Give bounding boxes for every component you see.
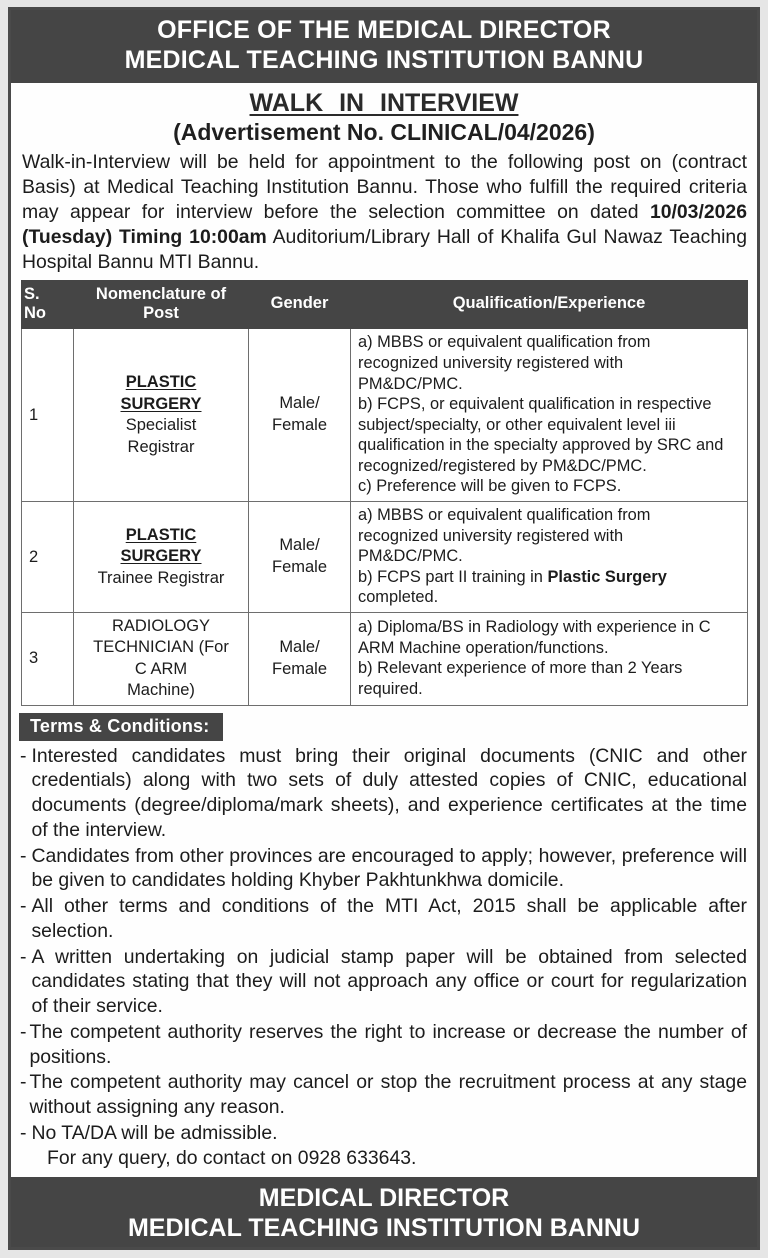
qualification-line: a) Diploma/BS in Radiology with experience in C [358,618,711,637]
gender-line-2: Female [271,416,328,435]
gender-line-1: Male/ [279,536,320,555]
contact-line: For any query, do contact on 0928 633643. [47,1147,417,1170]
bullet-dash-icon: - [20,895,27,918]
posts-table-container [11,275,757,706]
qualification-line: c) Preference will be given to FCPS. [358,477,622,496]
terms-conditions-badge: Terms & Conditions: [19,713,223,741]
qualification-line: recognized/registered by PM&DC/PMC. [358,456,647,475]
bullet-dash-icon: - [20,1020,27,1043]
post-subtitle-line-1: Trainee Registrar [97,568,225,587]
column-header-gender: Gender [249,280,351,329]
qualification-line: ARM Machine operation/functions. [358,638,609,657]
advertisement-number: (Advertisement No. CLINICAL/04/2026) [173,119,595,145]
row-serial-number: 2 [22,502,74,613]
term-text: Candidates from other provinces are encouraged to apply; however, preference will be given to candidates holding Khyber Pakhtunkhwa domicile. [31,844,747,892]
table-row [22,329,748,502]
table-row [22,612,748,705]
footer-line-2: MEDICAL TEACHING INSTITUTION BANNU [127,1213,641,1242]
row-serial-number: 1 [22,329,74,502]
qualification-line: PM&DC/PMC. [358,374,463,393]
row-gender [249,329,351,502]
row-post-name [74,612,249,705]
post-subtitle-line-2: Registrar [127,437,195,456]
masthead-line-1: OFFICE OF THE MEDICAL DIRECTOR [157,16,611,44]
term-item [20,844,747,893]
intro-text-part-1: Walk-in-Interview will be held for appointment to the following post on (contract Basis) at Medical Teaching Institution Bannu. Those who fulfill the required criteria may appear for interview before the selection committee on dated [22,150,747,223]
term-item [20,945,747,1019]
row-gender [249,502,351,613]
serial-header-line-2: No [24,303,46,322]
post-title-line-1: PLASTIC [125,373,197,392]
post-subtitle-line-3: C ARM [134,659,188,678]
bullet-dash-icon: - [20,744,27,767]
column-header-qualification: Qualification/Experience [351,280,748,329]
nomenclature-header-line-1: Nomenclature of [95,284,227,303]
post-subtitle-line-1: RADIOLOGY [111,616,211,635]
advertisement-frame [8,7,760,1250]
qualification-line-b [358,567,741,588]
posts-table-header [22,280,748,329]
term-item [20,894,747,943]
row-gender [249,612,351,705]
gender-line-2: Female [271,558,328,576]
column-header-nomenclature [74,280,249,329]
posts-table-body [22,329,748,705]
term-text: The competent authority reserves the right to increase or decrease the number of positions. [29,1020,747,1068]
qualification-line: subject/specialty, or other equivalent level iii [358,415,676,434]
bullet-dash-icon: - [20,844,27,867]
intro-date-time-highlight: 10/03/2026 (Tuesday) Timing 10:00am [22,200,747,248]
intro-text-part-2: Auditorium/Library Hall of Khalifa Gul Nawaz Teaching Hospital Bannu MTI Bannu. [22,225,747,273]
qualification-line: recognized university registered with [358,526,624,545]
term-text: Interested candidates must bring their original documents (CNIC and other credentials) along with two sets of duly attested copies of CNIC, educational documents (degree/diploma/mark sheets), and experience certificates at the time of the interview. [31,744,747,841]
column-header-serial-no [22,280,74,329]
title-block [11,83,757,148]
post-title-line-1: PLASTIC [125,525,197,544]
post-subtitle-line-4: Machine) [127,681,195,700]
row-serial-number: 3 [22,612,74,705]
term-text: All other terms and conditions of the MTI Act, 2015 shall be applicable after selection. [31,895,747,942]
row-qualification [351,612,748,705]
row-post-name [74,502,249,613]
nomenclature-header-line-2: Post [143,303,179,322]
qualification-line: b) Relevant experience of more than 2 Years [358,659,683,678]
term-text: The competent authority may cancel or stop the recruitment process at any stage without assigning any reason. [29,1071,747,1118]
gender-line-1: Male/ [279,638,320,657]
qualification-b-bold-term: Plastic Surgery [547,567,667,586]
qualification-line: completed. [358,588,439,607]
table-header-row [22,280,748,329]
qualification-line: b) FCPS, or equivalent qualification in respective [358,395,712,414]
term-item [20,1020,747,1069]
intro-paragraph [11,148,757,275]
term-text: No TA/DA will be admissible. [31,1121,278,1144]
terms-heading-row [11,706,757,744]
row-qualification [351,502,748,613]
gender-line-1: Male/ [279,394,320,413]
qualification-line: qualification in the specialty approved by SRC and [358,436,724,455]
post-title-line-2: SURGERY [120,547,202,566]
post-subtitle-line-1: Specialist [125,416,197,435]
masthead-line-2: MEDICAL TEACHING INSTITUTION BANNU [124,45,644,74]
qualification-line: recognized university registered with [358,354,624,373]
bullet-dash-icon: - [20,1071,27,1094]
qualification-line: required. [358,679,423,698]
row-post-name [74,329,249,502]
term-item [20,744,747,843]
serial-header-line-1: S. [24,284,40,303]
term-item [20,1121,747,1146]
qualification-b-prefix: b) FCPS part II training in [358,567,548,586]
footer-line-1: MEDICAL DIRECTOR [258,1184,510,1213]
qualification-line: PM&DC/PMC. [358,547,463,566]
post-title-line-2: SURGERY [120,394,202,413]
qualification-line: a) MBBS or equivalent qualification from [358,333,651,352]
posts-table [21,280,748,706]
bullet-dash-icon: - [20,945,27,968]
post-subtitle-line-2: TECHNICIAN (For [93,638,229,657]
qualification-line: a) MBBS or equivalent qualification from [358,506,651,525]
footer-banner [11,1177,757,1250]
terms-list [11,744,757,1171]
table-row [22,502,748,613]
bullet-dash-icon: - [20,1121,27,1144]
gender-line-2: Female [271,659,328,678]
row-qualification [351,329,748,502]
term-text: A written undertaking on judicial stamp paper will be obtained from selected candidates stating that they will not approach any office or court for regularization of their service. [31,945,747,1018]
masthead-banner [11,10,757,83]
page-title: WALK IN INTERVIEW [249,89,519,117]
term-item [20,1070,747,1119]
